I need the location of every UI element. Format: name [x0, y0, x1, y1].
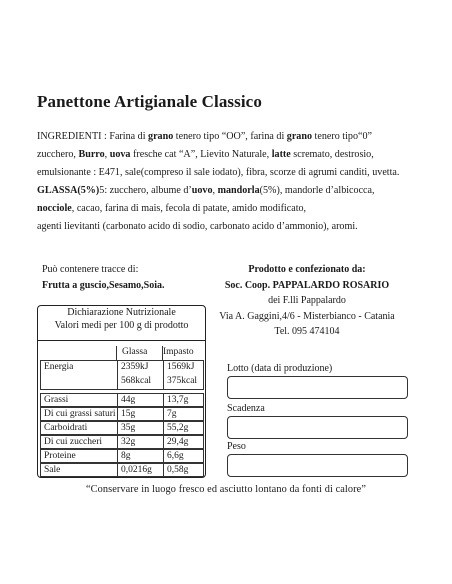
producer-line-2: Soc. Coop. PAPPALARDO ROSARIO [224, 279, 390, 291]
ingredients-text [37, 128, 437, 237]
ingredients-line [37, 146, 437, 164]
cell-divider [163, 407, 164, 421]
ingredient-text: fresche cat “A”, Lievito Naturale, [130, 149, 272, 161]
impasto-value: 6,6g [167, 451, 184, 461]
nutrition-subtitle: Valori medi per 100 g di prodotto [54, 319, 189, 331]
cell-divider [117, 463, 118, 477]
table-row [40, 421, 204, 435]
cell-divider [163, 393, 164, 407]
scadenza-box [227, 416, 408, 439]
row-label: Energia [44, 362, 74, 372]
table-row [40, 435, 204, 449]
producer-info [212, 262, 402, 340]
producer-line-4: Via A. Gaggini,4/6 - Misterbianco - Catania [219, 310, 395, 322]
producer-line-5: Tel. 095 474104 [274, 326, 340, 337]
ingredient-highlight: mandorla [217, 185, 260, 197]
ingredient-highlight: Burro [78, 149, 105, 161]
nutrition-heading [37, 307, 206, 332]
ingredient-highlight: grano [148, 131, 174, 142]
row-label: Sale [44, 465, 61, 475]
cell-divider [117, 421, 118, 435]
impasto-value: 13,7g [167, 395, 189, 405]
ingredient-text: tenero tipo “OO”, farina di [173, 131, 287, 142]
ingredients-line [37, 200, 437, 218]
glassa-value: 15g [121, 409, 136, 419]
nutrition-title: Dichiarazione Nutrizionale [67, 307, 176, 318]
table-row [40, 463, 204, 477]
ingredient-text: tenero tipo“0” [312, 131, 372, 142]
ingredients-line [37, 128, 437, 146]
glassa-kcal: 568kcal [121, 376, 152, 386]
glassa-kj: 2359kJ [121, 362, 149, 372]
ingredient-text: zucchero, [37, 149, 79, 161]
table-row [40, 393, 204, 407]
col-divider-1 [116, 346, 117, 360]
storage-instructions: “Conservare in luogo fresco ed asciutto lontano da fonti di calore” [85, 484, 367, 495]
ingredient-highlight: latte [271, 149, 291, 161]
cell-divider [117, 407, 118, 421]
impasto-value: 29,4g [167, 437, 189, 447]
ingredient-highlight: uova [109, 149, 131, 161]
cell-divider [117, 360, 118, 390]
impasto-value: 0,58g [167, 465, 189, 475]
impasto-kcal: 375kcal [167, 376, 198, 386]
producer-line-3: dei F.lli Pappalardo [268, 295, 346, 306]
ingredient-highlight: grano [286, 131, 313, 142]
ingredient-text: , [212, 185, 218, 197]
row-label: Di cui zuccheri [44, 437, 103, 447]
nutrition-divider [37, 340, 206, 341]
glassa-value: 32g [121, 437, 136, 447]
ingredients-line [37, 164, 437, 182]
ingredient-highlight: GLASSA(5%) [37, 185, 100, 197]
cell-divider [163, 421, 164, 435]
ingredients-line [37, 218, 437, 236]
ingredient-text: : Farina di [101, 131, 149, 142]
cell-divider [163, 463, 164, 477]
ingredient-text: emulsionante : E471, sale(compreso il sale iodato), fibra, scorze di agrumi canditi, uvetta. [37, 167, 400, 179]
product-title: Panettone Artigianale Classico [37, 92, 262, 111]
cell-divider [163, 449, 164, 463]
cell-divider [163, 435, 164, 449]
ingredient-highlight: uovo [191, 185, 213, 197]
scadenza-label: Scadenza [227, 403, 265, 414]
row-label: Grassi [44, 395, 69, 405]
impasto-value: 7g [167, 409, 177, 419]
ingredient-highlight: nocciole [37, 203, 72, 215]
col-header-impasto: Impasto [163, 347, 194, 357]
allergen-list: Frutta a guscio,Sesamo,Soia. [42, 280, 165, 291]
cell-divider [163, 360, 164, 390]
row-label: Proteine [44, 451, 76, 461]
ingredients-line [37, 182, 437, 200]
peso-label: Peso [227, 441, 246, 452]
col-header-glassa: Glassa [122, 347, 148, 357]
col-divider-2 [162, 346, 163, 360]
lotto-box [227, 376, 408, 399]
ingredient-text: scremato, destrosio, [290, 149, 374, 161]
glassa-value: 8g [121, 451, 131, 461]
impasto-value: 55,2g [167, 423, 189, 433]
ingredient-text: , [104, 149, 110, 161]
peso-box [227, 454, 408, 477]
ingredient-text: agenti lievitanti (carbonato acido di sodio, carbonato acido d’ammonio), aromi. [37, 221, 358, 233]
lotto-label: Lotto (data di produzione) [227, 363, 333, 374]
cell-divider [117, 393, 118, 407]
cell-divider [117, 435, 118, 449]
cell-divider [117, 449, 118, 463]
allergen-intro: Può contenere tracce di: [42, 264, 139, 275]
glassa-value: 0,0216g [121, 465, 152, 475]
row-label: Carboidrati [44, 423, 88, 433]
producer-line-1: Prodotto e confezionato da: [248, 264, 366, 275]
glassa-value: 44g [121, 395, 136, 405]
ingredient-text: (5%), mandorle d’albicocca, [259, 185, 375, 197]
table-row [40, 407, 204, 421]
ingredient-text: INGREDIENTI [37, 131, 102, 142]
table-row-energia [40, 360, 204, 390]
glassa-value: 35g [121, 423, 136, 433]
ingredient-text: , cacao, farina di mais, fecola di patate, amido modificato, [71, 203, 307, 215]
ingredient-text: 5: zucchero, albume d’ [99, 185, 192, 197]
table-row [40, 449, 204, 463]
row-label: Di cui grassi saturi [44, 409, 116, 419]
impasto-kj: 1569kJ [167, 362, 195, 372]
